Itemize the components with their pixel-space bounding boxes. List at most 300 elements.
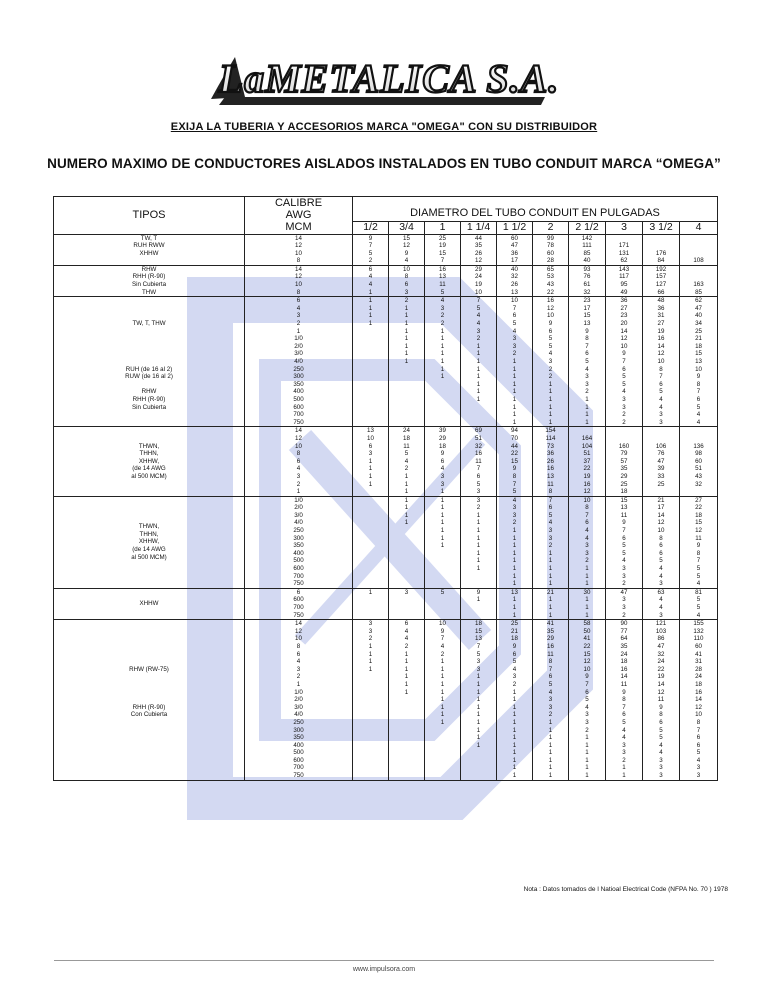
count-value: 5 [659, 388, 663, 396]
count-value: 11 [620, 680, 628, 688]
count-value: 21 [695, 335, 702, 343]
calibre-value: 4 [296, 658, 301, 666]
count-value: 84 [657, 257, 665, 265]
count-cell [606, 496, 643, 588]
count-value: 35 [620, 642, 628, 650]
header-size: 1/2 [353, 221, 389, 234]
count-value: 1 [440, 696, 445, 704]
count-value: 1 [476, 395, 481, 403]
count-cell [389, 620, 425, 780]
count-value: 1 [476, 696, 481, 704]
count-value: 3 [585, 711, 589, 719]
count-value: 2 [585, 726, 589, 734]
count-value: 8 [659, 534, 663, 542]
calibre-value: 8 [296, 257, 301, 265]
count-value: 22 [547, 288, 554, 296]
calibre-value: 4/0 [294, 358, 303, 365]
count-value [643, 435, 679, 443]
count-value: 16 [547, 297, 554, 305]
count-value: 85 [583, 249, 591, 257]
count-value: 1 [404, 504, 409, 512]
count-value: 6 [659, 380, 663, 388]
count-value: 70 [511, 434, 518, 442]
count-value: 1 [404, 688, 409, 696]
count-value: 18 [511, 635, 518, 643]
count-value: 7 [512, 304, 517, 312]
tipo-label: Sin Cubierta [131, 281, 167, 289]
count-value: 18 [439, 442, 446, 450]
count-value: 12 [657, 688, 665, 696]
count-value: 2 [548, 373, 553, 381]
count-value: 4 [696, 411, 701, 419]
calibre-value: 250 [293, 527, 304, 535]
count-value: 1 [512, 611, 517, 619]
count-value: 8 [404, 273, 409, 281]
calibre-value: 10 [295, 442, 302, 450]
count-cell [569, 427, 606, 496]
calibre-value: 600 [293, 756, 304, 764]
tipo-label: RHW (RW-75) [129, 665, 169, 673]
calibre-value: 500 [293, 749, 304, 757]
count-value: 1 [548, 549, 553, 557]
count-value: 77 [620, 627, 628, 635]
count-value: 3 [659, 418, 663, 426]
count-value: 1 [512, 388, 517, 396]
count-value: 16 [620, 665, 628, 673]
count-value: 58 [583, 620, 591, 628]
table-row [54, 496, 718, 588]
count-value: 10 [439, 620, 446, 628]
calibre-value: 8 [296, 288, 301, 296]
tipo-label [54, 328, 244, 336]
count-value: 2 [404, 297, 409, 305]
calibre-value: 4/0 [294, 519, 303, 527]
count-value: 95 [620, 281, 628, 289]
count-value: 1 [476, 380, 481, 388]
count-value: 5 [476, 650, 481, 658]
count-value: 4 [404, 457, 409, 465]
count-value: 10 [367, 434, 374, 442]
count-value: 63 [657, 588, 665, 596]
count-value: 47 [695, 304, 702, 312]
count-value: 1 [404, 665, 409, 673]
count-value: 1 [476, 711, 481, 719]
count-value: 1 [548, 772, 553, 780]
tipos-cell [54, 496, 245, 588]
count-value: 32 [511, 273, 518, 281]
count-value: 3 [585, 380, 589, 388]
count-value: 7 [440, 635, 445, 643]
count-value: 3 [696, 764, 701, 772]
count-value: 18 [695, 680, 702, 688]
count-value: 3 [585, 542, 589, 550]
count-value: 132 [693, 627, 704, 635]
count-value: 5 [476, 480, 481, 488]
count-value: 4 [585, 527, 589, 535]
count-value: 3 [404, 288, 409, 296]
count-value: 155 [693, 620, 704, 628]
count-value: 8 [548, 658, 553, 666]
calibre-cell [245, 427, 353, 496]
count-value: 1 [440, 519, 445, 527]
count-value: 15 [403, 234, 410, 242]
count-value: 4 [622, 557, 626, 565]
calibre-value: 14 [295, 265, 302, 273]
calibre-value: 350 [293, 542, 304, 550]
calibre-value: 400 [293, 549, 304, 557]
count-value: 3 [512, 335, 517, 343]
calibre-value: 4/0 [294, 711, 303, 719]
count-cell [497, 496, 533, 588]
calibre-value: 700 [293, 604, 304, 611]
count-value: 3 [659, 580, 663, 588]
count-value: 5 [659, 557, 663, 565]
tipo-label: Con Cubierta [130, 711, 168, 719]
count-value [643, 427, 679, 435]
count-value: 1 [368, 304, 373, 312]
calibre-value: 750 [293, 772, 304, 780]
count-value: 3 [368, 450, 373, 458]
calibre-value: 10 [295, 249, 302, 257]
count-value: 5 [622, 373, 626, 381]
calibre-value: 300 [293, 534, 304, 542]
count-value: 32 [657, 650, 665, 658]
count-cell [353, 427, 389, 496]
header-tipos: TIPOS [54, 197, 245, 235]
count-cell [353, 234, 389, 265]
count-value: 7 [696, 557, 701, 565]
tipo-label [54, 643, 244, 651]
count-value: 11 [547, 480, 554, 488]
count-value: 36 [547, 450, 554, 458]
tipo-label [54, 335, 244, 343]
count-value: 3 [476, 658, 481, 666]
count-value: 1 [622, 772, 626, 780]
count-value: 10 [475, 288, 482, 296]
count-value: 18 [695, 511, 702, 519]
count-value: 6 [659, 549, 663, 557]
header-size: 3/4 [389, 221, 425, 234]
count-value: 6 [659, 718, 663, 726]
count-value: 18 [403, 434, 410, 442]
count-value: 93 [583, 265, 591, 273]
count-cell [643, 588, 680, 619]
count-value: 47 [657, 642, 665, 650]
tipo-label: RHW [141, 388, 157, 396]
count-value: 6 [585, 350, 589, 358]
count-value: 35 [547, 627, 554, 635]
count-value: 7 [476, 642, 481, 650]
count-value: 5 [622, 380, 626, 388]
count-value: 60 [695, 642, 702, 650]
count-cell [643, 297, 680, 427]
count-value: 6 [368, 265, 373, 273]
count-value: 11 [547, 650, 554, 658]
count-value: 2 [440, 312, 445, 320]
count-value: 3 [548, 527, 553, 535]
count-value: 98 [695, 450, 702, 458]
count-value: 3 [659, 764, 663, 772]
count-value: 79 [620, 450, 628, 458]
count-value: 108 [693, 257, 704, 265]
count-value: 1 [512, 557, 517, 565]
tipo-label: THWN, [138, 523, 160, 531]
count-value: 1 [440, 350, 445, 358]
calibre-cell [245, 234, 353, 265]
count-value: 60 [511, 234, 518, 242]
count-value: 1 [512, 418, 517, 426]
count-value: 1 [476, 741, 481, 749]
count-cell [425, 234, 461, 265]
count-value: 1 [585, 403, 589, 411]
count-value: 7 [622, 358, 626, 365]
count-value: 1 [368, 658, 373, 666]
count-cell [606, 234, 643, 265]
tipo-label: TW, T, THW [132, 320, 166, 328]
count-value: 1 [512, 365, 517, 373]
count-value [680, 235, 717, 243]
count-value: 16 [583, 480, 591, 488]
calibre-value: 4 [296, 465, 301, 473]
count-value: 3 [440, 480, 445, 488]
count-value: 76 [583, 273, 591, 281]
count-value: 15 [583, 312, 591, 320]
count-value: 11 [403, 442, 410, 450]
count-value: 1 [440, 504, 445, 512]
tipos-cell [54, 427, 245, 496]
count-cell [389, 297, 425, 427]
count-value: 40 [511, 265, 518, 273]
count-value: 4 [696, 418, 701, 426]
count-value [680, 273, 717, 281]
count-value: 65 [547, 265, 554, 273]
tipo-label [54, 312, 244, 320]
tipo-label [54, 628, 244, 636]
calibre-value: 14 [295, 620, 302, 628]
count-value: 7 [476, 297, 481, 305]
count-value: 163 [693, 281, 704, 289]
count-value: 4 [404, 635, 409, 643]
count-value: 47 [620, 588, 628, 596]
count-value: 31 [657, 312, 665, 320]
count-value: 2 [476, 335, 481, 343]
count-value: 4 [368, 281, 373, 289]
count-cell [389, 265, 425, 296]
calibre-value: 700 [293, 572, 304, 580]
count-value: 26 [547, 457, 554, 465]
count-cell [680, 234, 718, 265]
count-value: 7 [512, 480, 517, 488]
count-cell [497, 620, 533, 780]
count-value: 1 [368, 465, 373, 473]
count-value: 41 [583, 635, 591, 643]
count-value: 1 [404, 350, 409, 358]
count-value: 110 [693, 635, 704, 643]
count-value: 9 [548, 320, 553, 328]
count-value: 1 [512, 741, 517, 749]
count-cell [643, 265, 680, 296]
count-cell [606, 427, 643, 496]
header-mcm: MCM [245, 221, 353, 234]
count-value: 5 [622, 542, 626, 550]
count-value: 9 [512, 642, 517, 650]
count-value: 8 [696, 380, 701, 388]
count-value: 1 [404, 342, 409, 350]
count-value: 1 [512, 596, 517, 604]
header-size: 3 [606, 221, 643, 234]
count-value: 3 [548, 534, 553, 542]
calibre-value: 1/0 [294, 335, 303, 343]
count-value: 1 [585, 572, 589, 580]
count-value: 15 [620, 496, 628, 504]
count-value: 50 [583, 627, 591, 635]
count-value: 1 [404, 519, 409, 527]
count-value: 6 [548, 327, 553, 335]
count-value: 1 [548, 726, 553, 734]
tipo-label: Sin Cubierta [131, 403, 167, 411]
calibre-value: 2/0 [294, 504, 303, 512]
calibre-value: 350 [293, 380, 304, 388]
count-value: 14 [657, 342, 665, 350]
header-size: 2 1/2 [569, 221, 606, 234]
count-value: 47 [657, 457, 665, 465]
count-value: 1 [585, 772, 589, 780]
count-value: 4 [548, 519, 553, 527]
tipos-cell [54, 265, 245, 296]
tipo-label [54, 350, 244, 358]
count-cell [497, 427, 533, 496]
count-value: 3 [548, 696, 553, 704]
calibre-value: 3/0 [294, 511, 303, 519]
count-value: 6 [622, 365, 626, 373]
distributor-notice: EXIJA LA TUBERIA Y ACCESORIOS MARCA "OMEGA" CON SU DISTRIBUIDOR [170, 121, 598, 133]
calibre-value: 2 [296, 673, 301, 681]
count-value: 90 [620, 620, 628, 628]
count-value: 1 [476, 542, 481, 550]
count-value: 6 [622, 534, 626, 542]
calibre-value: 3/0 [294, 703, 303, 711]
count-value: 62 [695, 297, 702, 305]
count-cell [389, 234, 425, 265]
tipo-label [54, 658, 244, 666]
count-cell [533, 297, 569, 427]
la-metalica-logo [205, 47, 565, 109]
header-calibre: CALIBRE [245, 197, 353, 210]
count-cell [497, 234, 533, 265]
count-cell [425, 265, 461, 296]
count-cell [497, 265, 533, 296]
tipos-cell [54, 297, 245, 427]
count-value: 16 [475, 450, 482, 458]
count-value: 16 [439, 265, 446, 273]
count-value: 3 [512, 342, 517, 350]
count-value: 1 [548, 565, 553, 573]
count-value: 12 [583, 658, 591, 666]
count-value: 5 [659, 734, 663, 742]
count-value: 57 [620, 457, 628, 465]
count-value: 7 [585, 511, 589, 519]
tipo-label: RHH (R-90) [132, 703, 166, 711]
count-value [569, 427, 605, 435]
count-value: 27 [620, 304, 628, 312]
count-value: 12 [695, 703, 702, 711]
count-value: 1 [512, 703, 517, 711]
count-value: 2 [585, 388, 589, 396]
count-cell [533, 620, 569, 780]
count-value: 171 [618, 242, 630, 250]
count-value: 1 [512, 772, 517, 780]
count-cell [353, 620, 389, 780]
count-value: 13 [583, 320, 591, 328]
count-value: 1 [548, 764, 553, 772]
count-value: 15 [695, 519, 702, 527]
count-value: 6 [476, 472, 481, 480]
tipo-label: THW [141, 288, 157, 296]
count-value: 23 [583, 297, 591, 305]
count-value: 1 [440, 534, 445, 542]
count-value: 1 [404, 488, 409, 496]
count-value: 103 [655, 627, 667, 635]
count-value [680, 427, 717, 435]
count-value: 1 [440, 703, 445, 711]
tipo-label: THWN, [138, 442, 160, 450]
count-value: 3 [622, 596, 626, 604]
count-value: 7 [440, 257, 445, 265]
count-value: 3 [659, 411, 663, 419]
count-value: 3 [476, 665, 481, 673]
count-value: 5 [622, 718, 626, 726]
header-diametro: DIAMETRO DEL TUBO CONDUIT EN PULGADAS [353, 197, 718, 222]
count-value: 29 [475, 265, 482, 273]
count-value: 3 [585, 549, 589, 557]
count-value: 6 [585, 688, 589, 696]
count-value: 6 [696, 741, 701, 749]
tipo-label [54, 635, 244, 643]
count-value: 12 [657, 350, 665, 358]
count-value: 40 [695, 312, 702, 320]
count-value: 10 [695, 365, 702, 373]
count-value: 41 [547, 620, 554, 628]
count-value: 1 [548, 718, 553, 726]
count-value: 5 [548, 680, 553, 688]
count-value: 5 [440, 588, 445, 596]
count-cell [569, 234, 606, 265]
count-value: 2 [585, 557, 589, 565]
count-value: 19 [475, 281, 482, 289]
count-value: 9 [440, 450, 445, 458]
count-value: 13 [620, 504, 628, 512]
count-value: 4 [548, 350, 553, 358]
count-cell [461, 234, 497, 265]
calibre-value: 350 [293, 734, 304, 742]
count-value: 1 [476, 549, 481, 557]
count-value: 22 [657, 665, 665, 673]
count-value: 1 [548, 572, 553, 580]
count-value: 1 [512, 734, 517, 742]
count-cell [680, 620, 718, 780]
count-value: 1 [368, 288, 373, 296]
count-value: 6 [404, 620, 409, 628]
count-value: 1 [476, 565, 481, 573]
count-value: 1 [548, 749, 553, 757]
count-value: 13 [695, 358, 702, 365]
count-value: 36 [511, 249, 518, 257]
count-value: 5 [622, 549, 626, 557]
count-value: 11 [695, 534, 702, 542]
count-value: 6 [548, 504, 553, 512]
count-value: 1 [404, 673, 409, 681]
calibre-value: 1/0 [294, 688, 303, 696]
